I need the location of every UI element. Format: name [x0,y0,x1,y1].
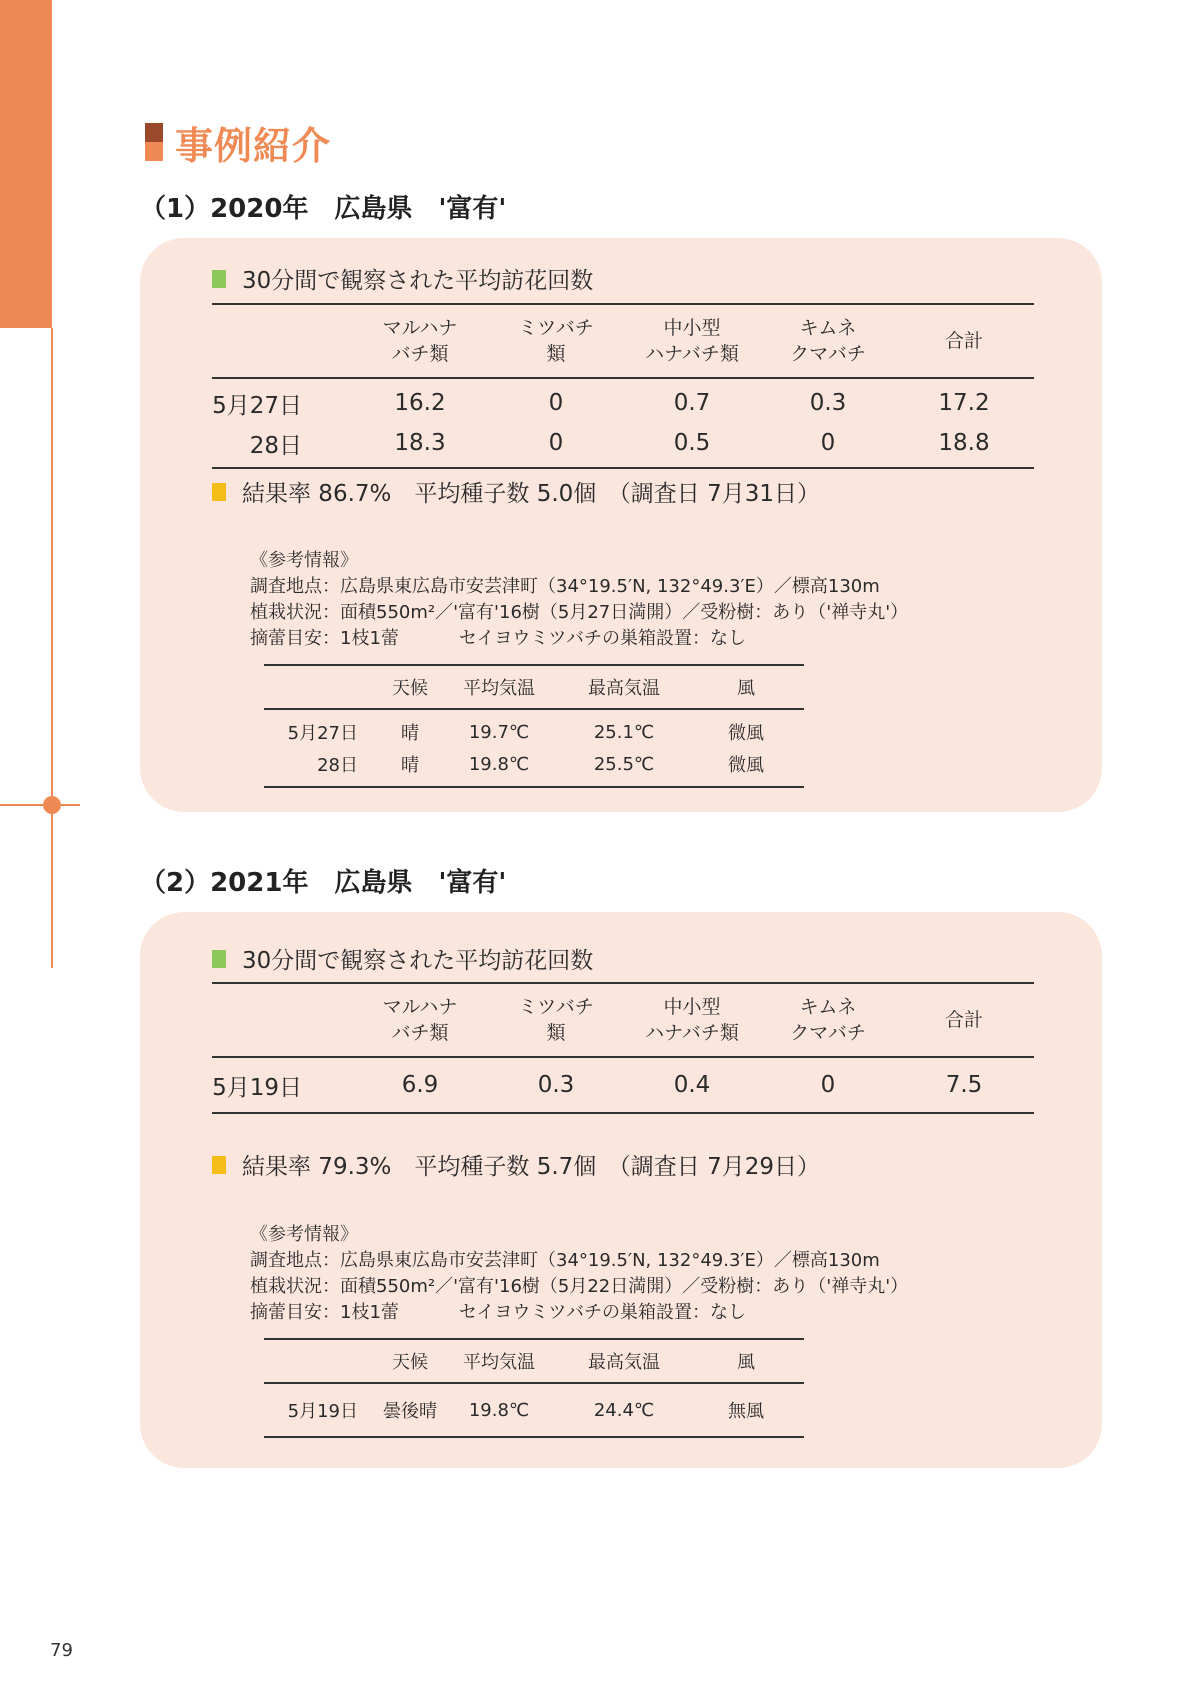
visit-title: 30分間で観察された平均訪花回数 [242,268,594,294]
visit-table [212,982,1034,1114]
table-row [212,423,1034,463]
table-row [212,1062,1034,1108]
weather-cell: 晴 [401,723,419,744]
date-cell: 5月27日 [212,392,302,419]
result-line [212,475,820,508]
value-cell: 0.4 [673,1072,711,1098]
header-cell: 合計 [944,1009,983,1031]
wind-cell: 無風 [728,1401,764,1422]
value-cell: 18.3 [394,430,446,456]
result-text: 結果率 79.3% 平均種子数 5.7個 （調査日 7月29日） [242,1154,820,1180]
table-header-row [264,666,804,710]
weather-cell: 曇後晴 [383,1401,437,1422]
reference-title: 《参考情報》 [250,1224,358,1245]
case-panel [140,238,1102,812]
value-cell: 0.3 [809,390,847,416]
date-cell: 5月27日 [287,723,358,744]
reference-line: 調査地点：広島県東広島市安芸津町（34°19.5′N, 132°49.3′E）／標高130m [250,1250,880,1271]
date-cell: 5月19日 [287,1401,358,1422]
date-cell: 28日 [249,432,302,459]
header-cell: 天候 [392,678,428,699]
reference-line [250,626,908,652]
reference-info [250,548,908,652]
green-square-icon [212,950,226,968]
header-cell: マルハナ バチ類 [382,317,458,365]
reference-line: 植栽状況：面積550m²／'富有'16樹（5月27日満開）／受粉樹：あり（'禅寺丸'） [250,602,909,623]
thinning-guide: 摘蕾目安：1枝1蕾 [250,628,399,649]
date-cell: 28日 [317,755,358,776]
case-heading: （2）2021年 広島県 '富有' [140,868,507,898]
side-hline [0,804,80,806]
header-cell: 風 [737,678,755,699]
value-cell: 0 [820,1072,836,1098]
value-cell: 0.5 [673,430,711,456]
header-cell: ミツバチ 類 [518,317,594,365]
side-band [0,0,52,328]
value-cell: 0.3 [537,1072,575,1098]
max-temp-cell: 24.4℃ [593,1399,655,1421]
header-cell: 合計 [944,330,983,352]
side-line [51,328,53,968]
table-row [264,716,804,748]
avg-temp-cell: 19.8℃ [468,1399,530,1421]
header-cell: 最高気温 [588,1352,660,1373]
value-cell: 0 [548,390,564,416]
visit-title: 30分間で観察された平均訪花回数 [242,948,594,974]
value-cell: 0 [820,430,836,456]
table-row [212,383,1034,423]
table-header-row [264,1340,804,1384]
visit-table [212,303,1034,469]
value-cell: 0.7 [673,390,711,416]
header-cell: 中小型 ハナバチ類 [645,317,739,365]
header-cell: 平均気温 [463,1352,535,1373]
thinning-guide: 摘蕾目安：1枝1蕾 [250,1302,399,1323]
header-cell: キムネ クマバチ [790,317,866,365]
value-cell: 0 [548,430,564,456]
value-cell: 6.9 [401,1072,439,1098]
table-header-row [212,984,1034,1058]
page-number: 79 [50,1640,73,1661]
header-cell: 風 [737,1352,755,1373]
header-cell: 中小型 ハナバチ類 [645,996,739,1044]
header-cell: 平均気温 [463,678,535,699]
weather-table [264,664,804,788]
hive-info: セイヨウミツバチの巣箱設置：なし [458,628,747,649]
header-cell: 天候 [392,1352,428,1373]
reference-line: 植栽状況：面積550m²／'富有'16樹（5月22日満開）／受粉樹：あり（'禅寺丸'） [250,1276,909,1297]
visit-section-heading [212,942,593,975]
total-cell: 7.5 [945,1072,983,1098]
yellow-square-icon [212,1156,226,1174]
result-text: 結果率 86.7% 平均種子数 5.0個 （調査日 7月31日） [242,481,820,507]
avg-temp-cell: 19.8℃ [468,753,530,775]
table-header-row [212,305,1034,379]
result-line [212,1148,820,1181]
date-cell: 5月19日 [212,1074,302,1101]
table-row [264,748,804,780]
header-cell: 最高気温 [588,678,660,699]
reference-title: 《参考情報》 [250,550,358,571]
section-title-text: 事例紹介 [175,123,332,168]
reference-line: 調査地点：広島県東広島市安芸津町（34°19.5′N, 132°49.3′E）／標高130m [250,576,880,597]
total-cell: 17.2 [938,390,990,416]
wind-cell: 微風 [728,755,764,776]
header-cell: マルハナ バチ類 [382,996,458,1044]
total-cell: 18.8 [938,430,990,456]
case-heading: （1）2020年 広島県 '富有' [140,194,507,224]
table-row [264,1394,804,1426]
value-cell: 16.2 [394,390,446,416]
title-mark-icon [145,123,163,161]
max-temp-cell: 25.5℃ [593,753,655,775]
header-cell: ミツバチ 類 [518,996,594,1044]
section-title [145,116,331,168]
weather-cell: 晴 [401,755,419,776]
visit-section-heading [212,262,593,295]
yellow-square-icon [212,483,226,501]
side-dot [43,796,61,814]
avg-temp-cell: 19.7℃ [468,721,530,743]
wind-cell: 微風 [728,723,764,744]
hive-info: セイヨウミツバチの巣箱設置：なし [458,1302,747,1323]
reference-line [250,1300,908,1326]
header-cell: キムネ クマバチ [790,996,866,1044]
green-square-icon [212,270,226,288]
reference-info [250,1222,908,1326]
case-panel [140,912,1102,1468]
weather-table [264,1338,804,1438]
max-temp-cell: 25.1℃ [593,721,655,743]
